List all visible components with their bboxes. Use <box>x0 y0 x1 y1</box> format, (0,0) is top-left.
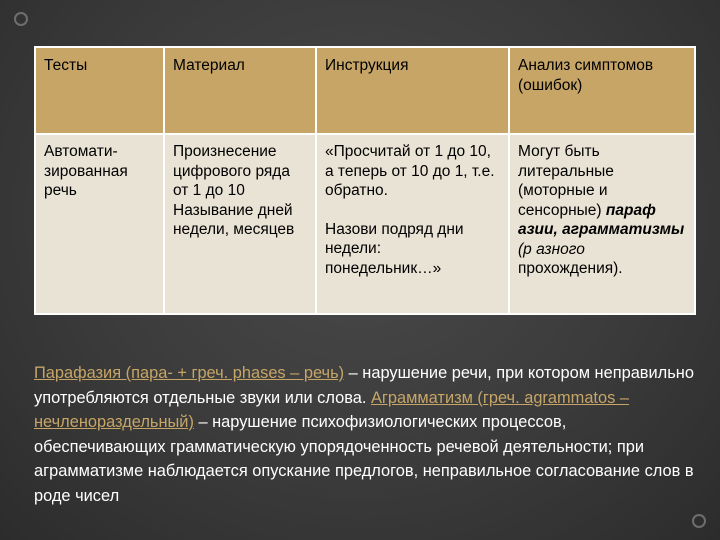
header-cell-instruction: Инструкция <box>316 47 509 134</box>
definitions-block <box>34 361 700 508</box>
agrammatism-definition: – нарушение психофизиологических процессов, обеспечивающих грамматическую упорядоченность речевой деятельности; при аграмматизме наблюдается опускание предлогов, неправильное согласование слов в роде чисел <box>34 413 694 505</box>
paraphasia-definition: – нарушение речи, при котором неправильно употребляются отдельные звуки или слова. <box>34 364 694 407</box>
header-cell-material: Материал <box>164 47 316 134</box>
cell-material: Произнесение цифрового ряда от 1 до 10 Называние дней недели, месяцев <box>164 134 316 314</box>
header-cell-tests: Тесты <box>35 47 164 134</box>
table-row <box>35 134 695 314</box>
header-cell-analysis: Анализ симптомов (ошибок) <box>509 47 695 134</box>
instruction-days: Назови подряд дни недели: понедельник…» <box>325 220 464 277</box>
cell-test: Автомати-зированная речь <box>35 134 164 314</box>
analysis-text-mid: (р азного <box>518 240 585 258</box>
paraphasia-link[interactable]: Парафазия (пара- + греч. phases – речь) <box>34 364 345 382</box>
corner-ring-icon <box>692 514 706 528</box>
analysis-term-agrammatism: аграмматизмы <box>562 221 685 238</box>
instruction-count: «Просчитай от 1 до 10, а теперь от 10 до 1, т.е. обратно. <box>325 143 495 199</box>
symptoms-table <box>34 46 696 315</box>
analysis-text-end: прохождения). <box>518 260 623 277</box>
analysis-term-paraphasia: параф азии, <box>518 201 656 238</box>
analysis-text-start: Могут быть литеральные (моторные и сенсорные) <box>518 143 614 219</box>
cell-instruction <box>316 134 509 314</box>
cell-analysis <box>509 134 695 314</box>
agrammatism-link[interactable]: Аграмматизм (греч. agrammatos – нечленораздельный) <box>34 388 629 431</box>
corner-ring-icon <box>14 12 28 26</box>
table-header-row <box>35 47 695 134</box>
